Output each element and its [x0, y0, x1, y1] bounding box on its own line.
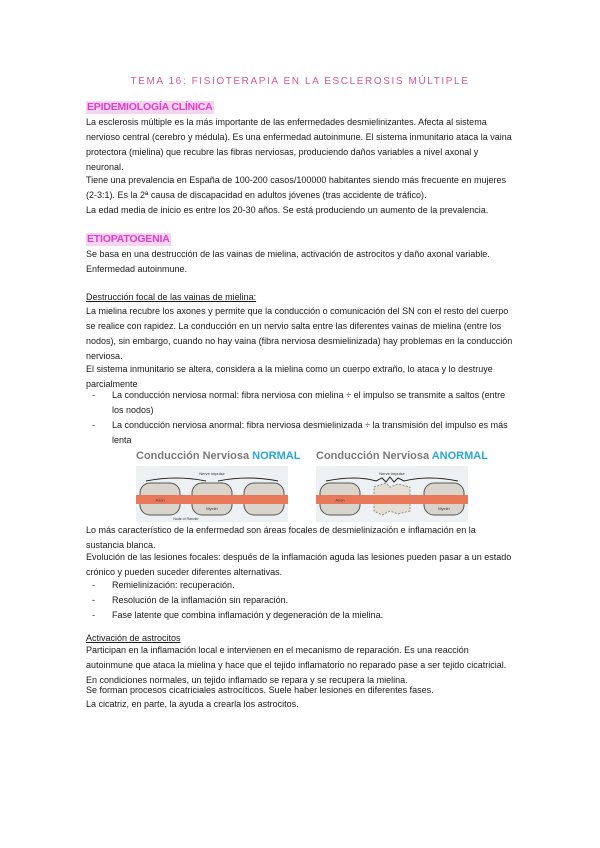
- list-item: - Remielinización: recuperación.: [92, 580, 235, 590]
- list-item-text: Fase latente que combina inflamación y degeneración de la mielina.: [112, 610, 384, 620]
- astrocitos-paragraph-3: La cicatriz, en parte, la ayuda a crearla los astrocitos.: [86, 699, 299, 709]
- list-item: - La conducción nerviosa normal: fibra nerviosa con mielina ÷ el impulso se transmite a saltos (entre los nodos): [92, 390, 506, 415]
- subheading-astrocitos: Activación de astrocitos: [86, 633, 181, 643]
- astrocitos-paragraph-1: Participan en la inflamación local e intervienen en el mecanismo de reparación. Es una reacción autoinmune que ataca la mielina y hace que el tejido inflamatorio no reparado pase a ser tejido cicatricial. En condiciones normales, un tejido inflamado se repara y se recupera la mielina.: [86, 645, 507, 685]
- epidemiologia-paragraph-1: La esclerosis múltiple es la más importante de las enfermedades desmielinizantes. Afecta al sistema nervioso central (cerebro y médula). Es una enfermedad autoinmune. El sistema inmunitario ataca la vaina protectora (mielina) que recubre las fibras nerviosas, produciendo daños variables a nivel axonal y neuronal.: [86, 117, 512, 172]
- destruccion-bullet-list: [86, 388, 516, 448]
- list-item-text: La conducción nerviosa anormal: fibra nerviosa desmielinizada ÷ la transmisión del impulso es más lenta: [112, 420, 508, 445]
- etiopatogenia-paragraph: Se basa en una destrucción de las vainas de mielina, activación de astrocitos y daño axonal variable. Enfermedad autoinmune.: [86, 249, 490, 274]
- label-node-of-ranvier: Node of Ranvier: [173, 517, 199, 521]
- label-nerve-impulse: Nerve impulse: [379, 471, 405, 476]
- figure-conduccion-anormal: [316, 450, 488, 522]
- lesiones-paragraph-2: Evolución de las lesiones focales: después de la inflamación aguda las lesiones pueden pasar a un estado crónico y pueden suceder diferentes alternativas.: [86, 552, 512, 577]
- label-myelin: Myelin: [438, 506, 450, 511]
- list-item: - Resolución de la inflamación sin reparación.: [92, 595, 289, 605]
- list-item-text: Remielinización: recuperación.: [112, 580, 235, 590]
- epidemiologia-paragraph-2: Tiene una prevalencia en España de 100-200 casos/100000 habitantes siendo más frecuente en mujeres (2-3:1). Es la 2ª causa de discapacidad en adultos jóvenes (tras accidente de tráfico).: [86, 175, 506, 200]
- destruccion-paragraph-1: La mielina recubre los axones y permite que la conducción o comunicación del SN con el resto del cuerpo se realice con rapidez. La conducción en un nervio salta entre las diferentes vainas de mielina (entre los nodos), sin embargo, cuando no hay vaina (fibra nerviosa desmielinizada) hay problemas en la conducción nerviosa.: [86, 306, 513, 361]
- label-nerve-impulse: Nerve impulse: [199, 471, 225, 476]
- lesiones-bullet-list: [86, 578, 516, 623]
- figure-anormal-title: [316, 450, 488, 462]
- subheading-destruccion: Destrucción focal de las vainas de mielina:: [86, 292, 257, 302]
- heading-epidemiologia: EPIDEMIOLOGÍA CLÍNICA: [87, 101, 213, 113]
- figure-normal-title-text: Conducción Nerviosa: [136, 450, 253, 462]
- list-item: - Fase latente que combina inflamación y degeneración de la mielina.: [92, 610, 384, 620]
- document-title: TEMA 16: FISIOTERAPIA EN LA ESCLEROSIS MÚLTIPLE: [130, 76, 470, 87]
- nerve-anormal-diagram: [316, 466, 468, 522]
- figure-conduccion-normal: [136, 450, 300, 522]
- list-item-text: La conducción nerviosa normal: fibra nerviosa con mielina ÷ el impulso se transmite a saltos (entre los nodos): [112, 390, 506, 415]
- astrocitos-paragraph-2: Se forman procesos cicatriciales astrocíticos. Suele haber lesiones en diferentes fases.: [86, 685, 434, 695]
- figure-normal-title: [136, 450, 300, 462]
- figure-normal-title-highlight: NORMAL: [252, 450, 301, 462]
- label-axon: Axon: [155, 497, 165, 503]
- destruccion-paragraph-2: El sistema inmunitario se altera, considera a la mielina como un cuerpo extraño, lo ataca y lo destruye parcialmente: [86, 364, 493, 389]
- figure-anormal-title-text: Conducción Nerviosa: [316, 450, 432, 462]
- figure-anormal-title-highlight: ANORMAL: [431, 450, 488, 462]
- label-axon: Axon: [335, 497, 345, 503]
- nerve-normal-diagram: [136, 466, 288, 522]
- lesiones-paragraph-1: Lo más característico de la enfermedad son áreas focales de desmielinización e inflamación en la sustancia blanca.: [86, 525, 476, 550]
- list-item: - La conducción nerviosa anormal: fibra nerviosa desmielinizada ÷ la transmisión del impulso es más lenta: [92, 420, 508, 445]
- list-item-text: Resolución de la inflamación sin reparación.: [112, 595, 289, 605]
- label-myelin: Myelin: [206, 506, 218, 511]
- epidemiologia-paragraph-3: La edad media de inicio es entre los 20-30 años. Se está produciendo un aumento de la prevalencia.: [86, 205, 489, 215]
- heading-etiopatogenia: ETIOPATOGENIA: [87, 233, 170, 245]
